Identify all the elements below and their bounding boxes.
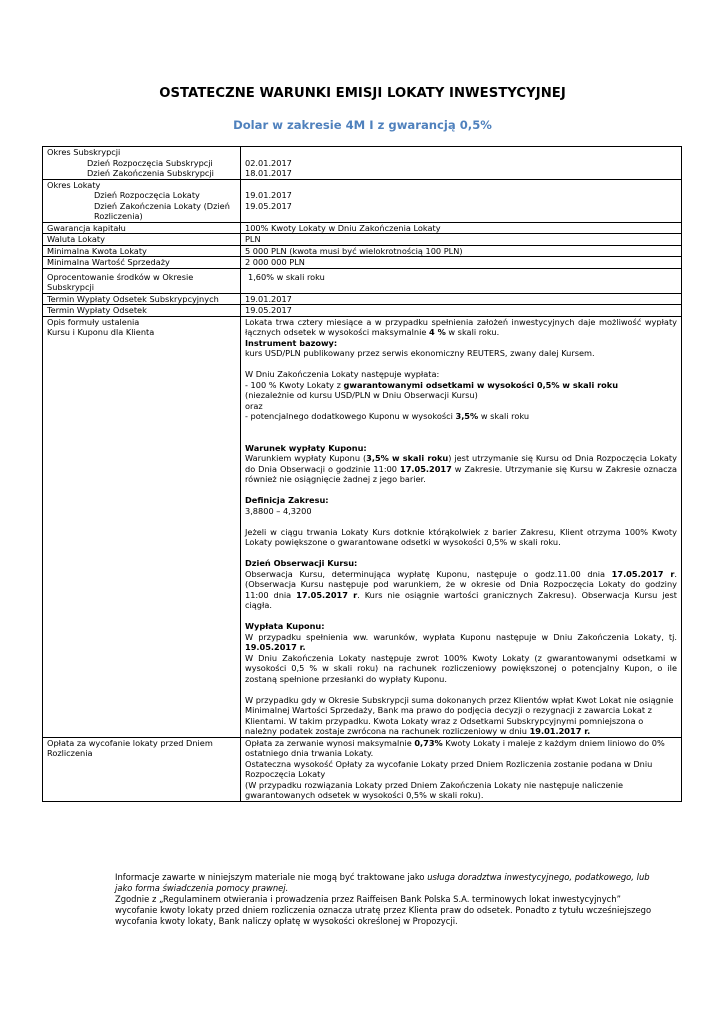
early-fee-text: Opłata za zerwanie wynosi maksymalnie 0,73% Kwoty Lokaty i maleje z każdym dniem liniowo do 0% ostatniego dnia trwania Lokaty. xyxy=(245,737,665,758)
range-text: Jeżeli w ciągu trwania Lokaty Kurs dotknie którąkolwiek z barier Zakresu, Klient otrzyma 100% Kwoty Lokaty powiększone o gwarantowane odsetki w wysokości 0,5% w skali roku. xyxy=(245,526,677,547)
min-sales-value: 2 000 000 PLN xyxy=(241,257,682,269)
coupon-payment-return: W Dniu Zakończenia Lokaty następuje zwrot 100% Kwoty Lokaty (z gwarantowanymi odsetkami w wysokości 0,5 % w skali roku) na rachunek rozliczeniowy powiększonej o potencjalny Kupon, o ile zostaną spełnione przesłanki do wypłaty Kuponu. xyxy=(245,652,677,684)
row-value xyxy=(241,179,682,222)
range-heading: Definicja Zakresu: xyxy=(245,495,329,505)
table-row xyxy=(43,305,682,317)
table-row xyxy=(43,316,682,737)
min-amount-value: 5 000 PLN (kwota musi być wielokrotnością 100 PLN) xyxy=(241,245,682,257)
early-fee-final: Ostateczna wysokość Opłaty za wycofanie Lokaty przed Dniem Rozliczenia zostanie podana w Dniu Rozpoczęcia Lokaty xyxy=(245,758,653,779)
early-withdrawal-label xyxy=(43,737,241,801)
deposit-start-value: 19.01.2017 xyxy=(245,190,292,200)
subscription-interest-payment-label: Termin Wypłaty Odsetek Subskrypcyjnych xyxy=(43,293,241,305)
interest-payment-value: 19.05.2017 xyxy=(241,305,682,317)
footer-disclaimer: Informacje zawarte w niniejszym materiale nie mogą być traktowane jako usługa doradztwa inwestycyjnego, podatkowego, lub jako forma świadczenia pomocy prawnej. xyxy=(115,872,650,893)
early-withdrawal-label-text: Opłata za wycofanie lokaty przed Dniem Rozliczenia xyxy=(47,737,213,758)
subscription-end-value: 18.01.2017 xyxy=(245,168,292,178)
subscription-start-value: 02.01.2017 xyxy=(245,157,292,168)
min-amount-label: Minimalna Kwota Lokaty xyxy=(43,245,241,257)
early-withdrawal-value xyxy=(241,737,682,801)
footer-regulation: Zgodnie z „Regulaminem otwierania i prowadzenia przez Raiffeisen Bank Polska S.A. terminowych lokat inwestycyjnych” wycofanie kwoty lokaty przed dniem rozliczenia oznacza utratę przez Klienta praw do odsetek. Ponadto z tytułu wcześniejszego wycofania kwoty lokaty, Bank naliczy opłatę w wysokości określonej w Propozycji. xyxy=(115,894,652,926)
subscription-end-label: Dzień Zakończenia Subskrypcji xyxy=(87,168,214,178)
table-row xyxy=(43,222,682,234)
table-row xyxy=(43,179,682,222)
row-label xyxy=(43,179,241,222)
instrument-heading: Instrument bazowy: xyxy=(245,337,338,348)
subscription-period-label: Okres Subskrypcji xyxy=(47,147,121,157)
table-row xyxy=(43,268,682,293)
currency-label: Waluta Lokaty xyxy=(43,234,241,246)
formula-intro: Lokata trwa cztery miesiące a w przypadku spełnienia założeń inwestycyjnych daje możliwość wypłaty łącznych odsetek w wysokości maksymalnie 4 % w skali roku. xyxy=(245,316,677,337)
coupon-condition-heading: Warunek wypłaty Kuponu: xyxy=(245,442,367,453)
payout-coupon: - potencjalnego dodatkowego Kuponu w wysokości 3,5% w skali roku xyxy=(245,411,530,421)
table-row xyxy=(43,257,682,269)
coupon-condition-text: Warunkiem wypłaty Kuponu (3,5% w skali roku) jest utrzymanie się Kursu od Dnia Rozpoczęcia Lokaty do Dnia Obserwacji o godzinie 11:00 17.05.2017 w Zakresie. Utrzymanie się Kursu w Zakresie oznacza również nie osiągnięcie żadnej z jego barier. xyxy=(245,453,677,484)
table-row xyxy=(43,737,682,801)
document-title: OSTATECZNE WARUNKI EMISJI LOKATY INWESTYCYJNEJ xyxy=(159,86,566,101)
subscription-interest-payment-value: 19.01.2017 xyxy=(241,293,682,305)
deposit-end-label: Dzień Zakończenia Lokaty (Dzień Rozliczenia) xyxy=(94,200,230,221)
subscription-interest-label: Oprocentowanie środków w Okresie Subskrypcji xyxy=(43,268,241,293)
currency-value: PLN xyxy=(241,234,682,246)
deposit-end-value: 19.05.2017 xyxy=(245,200,292,211)
formula-description xyxy=(241,316,682,737)
coupon-payment-heading: Wypłata Kuponu: xyxy=(245,621,325,631)
payout-guaranteed: - 100 % Kwoty Lokaty z gwarantowanymi odsetkami w wysokości 0,5% w skali roku xyxy=(245,379,619,390)
formula-label xyxy=(43,316,241,737)
deposit-period-label: Okres Lokaty xyxy=(47,179,101,190)
subscription-interest-text: 1,60% w skali roku xyxy=(248,271,325,282)
table-row xyxy=(43,245,682,257)
table-row xyxy=(43,234,682,246)
capital-guarantee-value: 100% Kwoty Lokaty w Dniu Zakończenia Lokaty xyxy=(241,222,682,234)
table-row xyxy=(43,147,682,180)
payout-or: oraz xyxy=(245,400,263,411)
observation-heading: Dzień Obserwacji Kursu: xyxy=(245,558,358,568)
terms-table xyxy=(42,146,682,802)
payout-independence-note: (niezależnie od kursu USD/PLN w Dniu Obserwacji Kursu) xyxy=(245,390,478,400)
payout-intro: W Dniu Zakończenia Lokaty następuje wypłata: xyxy=(245,369,440,379)
footer-notes xyxy=(115,872,655,927)
interest-payment-label: Termin Wypłaty Odsetek xyxy=(43,305,241,317)
capital-guarantee-label: Gwarancja kapitału xyxy=(43,222,241,234)
formula-label-text: Opis formuły ustalenia Kursu i Kuponu dla Klienta xyxy=(47,316,155,337)
range-value: 3,8800 – 4,3200 xyxy=(245,505,312,516)
table-row xyxy=(43,293,682,305)
deposit-start-label: Dzień Rozpoczęcia Lokaty xyxy=(94,190,200,200)
observation-text: Obserwacja Kursu, determinująca wypłatę Kuponu, następuje o godz.11.00 dnia 17.05.2017 r. (Obserwacja Kursu następuje pod warunkiem, że w okresie od Dnia Rozpoczęcia Lokaty do godziny 11:00 dnia 17.05.2017 r. Kurs nie osiągnie wartości granicznych Zakresu). Obserwacja Kursu jest ciągła. xyxy=(245,568,677,610)
instrument-text: kurs USD/PLN publikowany przez serwis ekonomiczny REUTERS, zwany dalej Kursem. xyxy=(245,348,595,358)
row-value xyxy=(241,147,682,180)
early-fee-note: (W przypadku rozwiązania Lokaty przed Dniem Zakończenia Lokaty nie następuje naliczenie gwarantowanych odsetek w wysokości 0,5% w skali roku). xyxy=(245,779,624,800)
coupon-payment-text: W przypadku spełnienia ww. warunków, wypłata Kuponu następuje w Dniu Zakończenia Lokaty, tj. 19.05.2017 r. xyxy=(245,631,677,652)
subscription-start-label: Dzień Rozpoczęcia Subskrypcji xyxy=(87,157,213,168)
row-label xyxy=(43,147,241,180)
document-subtitle: Dolar w zakresie 4M I z gwarancją 0,5% xyxy=(233,118,492,132)
subscription-interest-value xyxy=(241,268,682,293)
min-sales-label: Minimalna Wartość Sprzedaży xyxy=(43,257,241,269)
min-sales-condition: W przypadku gdy w Okresie Subskrypcji suma dokonanych przez Klientów wpłat Kwot Lokat nie osiągnie Minimalnej Wartości Sprzedaży, Bank ma prawo do podjęcia decyzji o rezygnacji z zawarcia Lokat z Klientami. W takim przypadku. Kwota Lokaty wraz z Odsetkami Subskrypcyjnymi pomniejszona o należny podatek zostaje zwrócona na rachunek rozliczeniowy w dniu 19.01.2017 r. xyxy=(245,694,674,736)
